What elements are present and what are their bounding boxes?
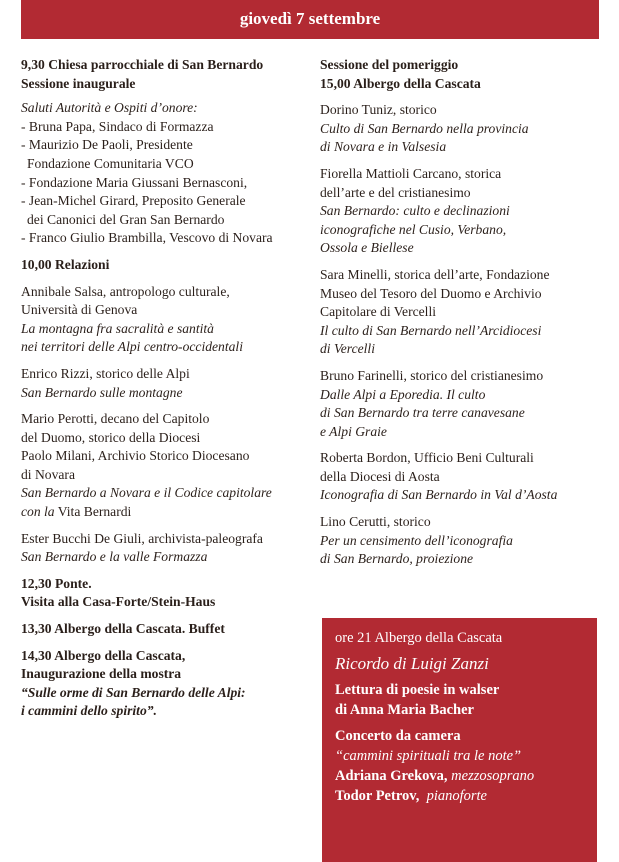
talk-tuniz	[320, 101, 600, 157]
talk-rizzi	[21, 365, 303, 402]
talk-salsa	[21, 283, 303, 357]
performer-role: mezzosoprano	[451, 768, 535, 784]
talk-title: Ossola e Biellese	[320, 240, 414, 256]
speaker-name: Capitolare di Vercelli	[320, 304, 437, 320]
visit-description: Visita alla Casa-Forte/Stein-Haus	[21, 594, 216, 610]
speaker-name: Paolo Milani, Archivio Storico Diocesano	[21, 448, 250, 464]
session-time-heading: 9,30 Chiesa parrocchiale di San Bernardo	[21, 57, 264, 72]
talk-title: e Alpi Graie	[320, 423, 387, 439]
talk-farinelli	[320, 367, 600, 441]
talk-bucchi	[21, 530, 303, 567]
evening-time: ore 21 Albergo della Cascata	[335, 630, 503, 646]
talk-title: Il culto di San Bernardo nell’Arcidiocesi	[320, 322, 542, 338]
date-banner	[21, 0, 599, 39]
performer-name: Adriana Grekova,	[335, 768, 448, 784]
date-heading: giovedì 7 settembre	[239, 9, 381, 28]
exhibition-title: i cammini dello spirito”.	[21, 703, 157, 719]
session-subheading: Sessione inaugurale	[21, 75, 136, 91]
speaker-name: del Duomo, storico della Diocesi	[21, 429, 201, 445]
talk-perotti	[21, 410, 303, 522]
talk-title: Iconografia di San Bernardo in Val d’Aosta	[320, 487, 558, 503]
speaker-name: Dorino Tuniz, storico	[320, 102, 437, 118]
afternoon-session-heading	[320, 56, 600, 93]
talk-cerutti	[320, 513, 600, 569]
talk-title: Dalle Alpi a Eporedia. Il culto	[320, 386, 486, 402]
inaugural-session	[21, 56, 303, 248]
performer-line	[335, 786, 585, 806]
reading-block	[335, 680, 585, 720]
talk-title: San Bernardo a Novara e il Codice capitolare	[21, 485, 272, 501]
performer-line	[335, 766, 585, 786]
buffet-block	[21, 620, 303, 639]
buffet-line: 13,30 Albergo della Cascata. Buffet	[21, 621, 225, 637]
talk-title: di Vercelli	[320, 341, 375, 357]
speaker-name: Ester Bucchi De Giuli, archivista-paleografa	[21, 530, 263, 546]
speaker-name: Roberta Bordon, Ufficio Beni Culturali	[320, 450, 534, 466]
talk-title-line	[21, 503, 303, 522]
talk-title: San Bernardo: culto e declinazioni	[320, 203, 510, 219]
speaker-name: Museo del Tesoro del Duomo e Archivio	[320, 285, 542, 301]
speaker-name: Bruno Farinelli, storico del cristianesimo	[320, 367, 544, 383]
talk-title: di Novara e in Valsesia	[320, 139, 447, 155]
talk-title: San Bernardo sulle montagne	[21, 384, 183, 400]
greeting-item: - Fondazione Maria Giussani Bernasconi,	[21, 174, 248, 190]
talk-title: con la	[21, 504, 55, 520]
speaker-name: Mario Perotti, decano del Capitolo	[21, 411, 210, 427]
speaker-name: Università di Genova	[21, 302, 138, 318]
greeting-item: Fondazione Comunitaria VCO	[27, 155, 194, 171]
session-time-heading: 15,00 Albergo della Cascata	[320, 75, 481, 91]
exhibition-block	[21, 647, 303, 721]
talk-minelli	[320, 266, 600, 359]
talk-title: Per un censimento dell’iconografia	[320, 532, 513, 548]
concert-title: “cammini spirituali tra le note”	[335, 748, 522, 764]
evening-title: Ricordo di Luigi Zanzi	[335, 654, 489, 673]
afternoon-column	[320, 56, 600, 577]
visit-time: 12,30 Ponte.	[21, 575, 92, 591]
greeting-item: - Franco Giulio Brambilla, Vescovo di Novara	[21, 230, 273, 246]
talk-title: iconografiche nel Cusio, Verbano,	[320, 221, 507, 237]
speaker-name: dell’arte e del cristianesimo	[320, 184, 471, 200]
concert-block	[335, 726, 585, 806]
speaker-name: Lino Cerutti, storico	[320, 514, 431, 530]
evening-event-box	[322, 618, 597, 862]
speaker-name: Annibale Salsa, antropologo culturale,	[21, 283, 230, 299]
visit-block	[21, 575, 303, 612]
speaker-name: Enrico Rizzi, storico delle Alpi	[21, 365, 190, 381]
greeting-item: - Jean-Michel Girard, Preposito Generale	[21, 193, 246, 209]
session-heading: Sessione del pomeriggio	[320, 57, 459, 72]
exhibition-heading: Inaugurazione della mostra	[21, 666, 182, 682]
talk-title: di San Bernardo, proiezione	[320, 551, 474, 567]
reading-line: Lettura di poesie in walser	[335, 682, 500, 698]
speaker-name: della Diocesi di Aosta	[320, 468, 440, 484]
exhibition-title: “Sulle orme di San Bernardo delle Alpi:	[21, 684, 246, 700]
performer-name: Todor Petrov,	[335, 788, 420, 804]
reading-line: di Anna Maria Bacher	[335, 702, 474, 718]
speaker-name: di Novara	[21, 466, 75, 482]
exhibition-time: 14,30 Albergo della Cascata,	[21, 647, 186, 663]
concert-heading: Concerto da camera	[335, 728, 461, 744]
morning-column	[21, 56, 303, 729]
greeting-item: - Bruna Papa, Sindaco di Formazza	[21, 118, 214, 134]
talk-title: di San Bernardo tra terre canavesane	[320, 405, 525, 421]
greeting-item: - Maurizio De Paoli, Presidente	[21, 137, 193, 153]
talk-title: Vita Bernardi	[54, 504, 132, 520]
greeting-item: dei Canonici del Gran San Bernardo	[27, 211, 225, 227]
performer-role: pianoforte	[426, 788, 487, 804]
talks-heading-block	[21, 256, 303, 275]
talk-title: Culto di San Bernardo nella provincia	[320, 120, 529, 136]
talk-bordon	[320, 449, 600, 505]
talk-title: La montagna fra sacralità e santità	[21, 320, 214, 336]
talk-title: nei territori delle Alpi centro-occidentali	[21, 339, 243, 355]
talks-heading: 10,00 Relazioni	[21, 256, 110, 272]
talk-carcano	[320, 165, 600, 258]
speaker-name: Fiorella Mattioli Carcano, storica	[320, 165, 502, 181]
talk-title: San Bernardo e la valle Formazza	[21, 549, 208, 565]
speaker-name: Sara Minelli, storica dell’arte, Fondazione	[320, 266, 550, 282]
greetings-intro: Saluti Autorità e Ospiti d’onore:	[21, 100, 198, 116]
